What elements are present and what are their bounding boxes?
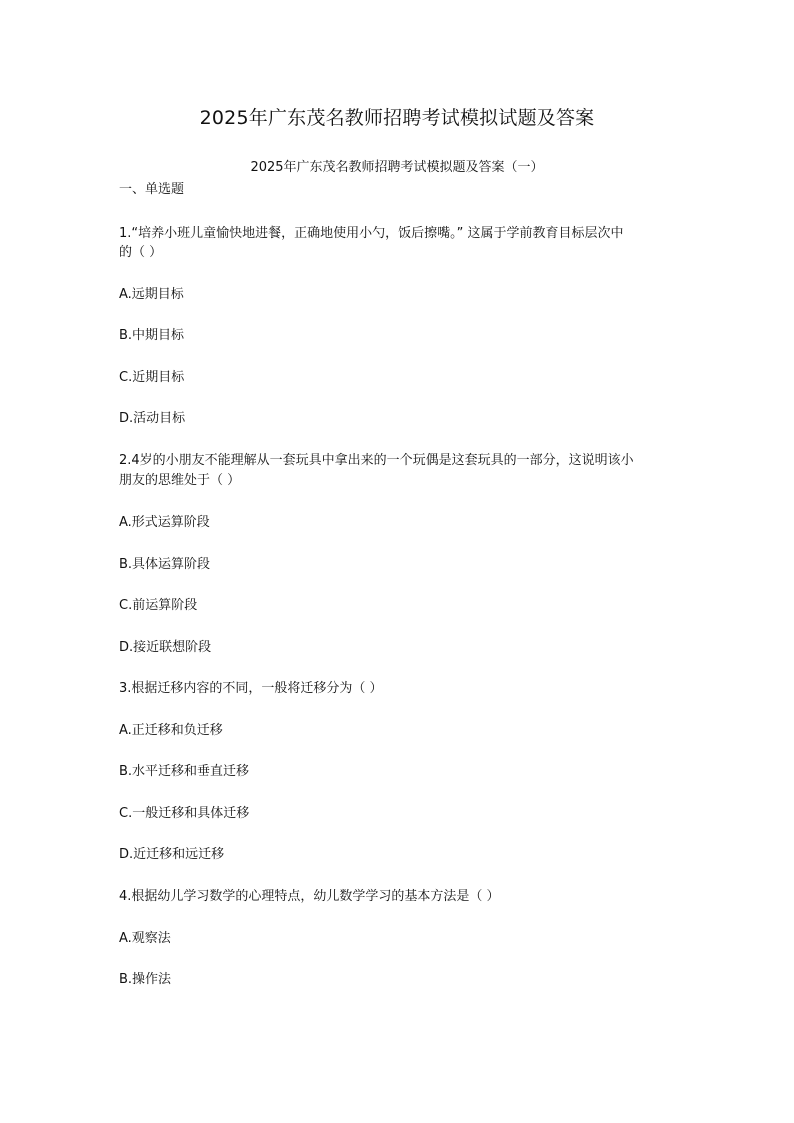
question-4-line-1: 4.根据幼儿学习数学的心理特点，幼儿数学学习的基本方法是（ ） xyxy=(119,889,500,904)
question-4-option-a: A.观察法 xyxy=(119,931,171,946)
question-1-line-2: 的（ ） xyxy=(119,245,163,260)
question-2-line-2: 朋友的思维处于（ ） xyxy=(119,473,241,488)
question-1-option-d: D.活动目标 xyxy=(119,411,186,426)
question-2-option-b: B.具体运算阶段 xyxy=(119,557,211,572)
question-3-option-d: D.近迁移和远迁移 xyxy=(119,847,225,862)
document-subtitle: 2025年广东茂名教师招聘考试模拟题及答案（一） xyxy=(250,160,544,175)
question-3-option-b: B.水平迁移和垂直迁移 xyxy=(119,764,250,779)
question-2-option-d: D.接近联想阶段 xyxy=(119,640,212,655)
question-1-option-a: A.远期目标 xyxy=(119,287,184,302)
section-heading: 一、单选题 xyxy=(119,182,185,197)
question-3-option-a: A.正迁移和负迁移 xyxy=(119,723,223,738)
document-title: 2025年广东茂名教师招聘考试模拟试题及答案 xyxy=(199,107,595,129)
question-2-line-1: 2.4岁的小朋友不能理解从一套玩具中拿出来的一个玩偶是这套玩具的一部分，这说明该小 xyxy=(119,453,634,468)
question-3-option-c: C.一般迁移和具体迁移 xyxy=(119,806,250,821)
question-4-option-b: B.操作法 xyxy=(119,972,172,987)
question-1-option-c: C.近期目标 xyxy=(119,370,185,385)
question-1-option-b: B.中期目标 xyxy=(119,328,185,343)
question-2-option-a: A.形式运算阶段 xyxy=(119,515,210,530)
question-2-option-c: C.前运算阶段 xyxy=(119,598,198,613)
question-3-line-1: 3.根据迁移内容的不同，一般将迁移分为（ ） xyxy=(119,681,383,696)
question-1-line-1: 1.“培养小班儿童愉快地进餐，正确地使用小勺，饭后擦嘴。” 这属于学前教育目标层次中 xyxy=(119,226,624,241)
